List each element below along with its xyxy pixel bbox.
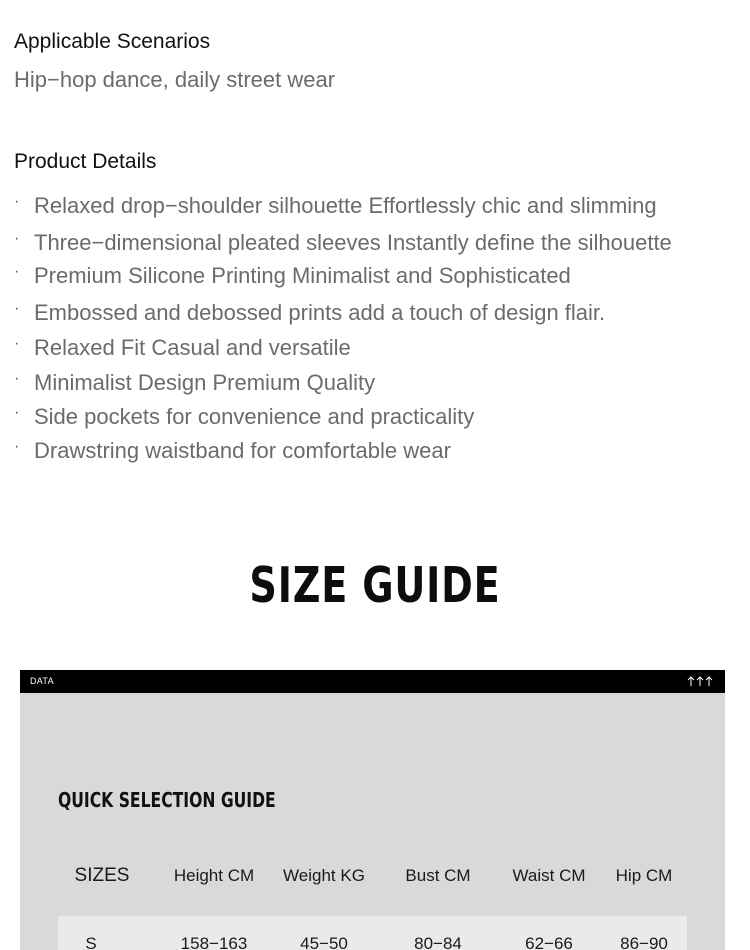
column-header-sizes: SIZES: [74, 865, 130, 886]
data-header-bar: [20, 670, 725, 693]
details-heading: Product Details: [14, 150, 157, 173]
arrow-up-icon: [705, 674, 713, 688]
bullet-icon: ·: [14, 335, 20, 352]
cell-waist: 62−66: [525, 934, 573, 950]
detail-text: Side pockets for convenience and practicality: [34, 404, 475, 429]
table-row: [58, 916, 687, 950]
detail-text: Three−dimensional pleated sleeves Instantly define the silhouette: [34, 230, 672, 255]
detail-text: Embossed and debossed prints add a touch of design flair.: [34, 300, 606, 325]
arrow-up-icon: [687, 674, 695, 688]
column-header-bust: Bust CM: [405, 866, 471, 885]
bullet-icon: ·: [14, 404, 20, 421]
column-header-hip: Hip CM: [615, 866, 673, 885]
cell-weight: 45−50: [300, 934, 348, 950]
arrow-up-icon: [696, 674, 704, 688]
bullet-icon: ·: [14, 193, 20, 210]
bullet-icon: ·: [14, 300, 20, 317]
column-header-height: Height CM: [173, 866, 255, 885]
bullet-icon: ·: [14, 230, 20, 247]
bullet-icon: ·: [14, 370, 20, 387]
data-label: DATA: [30, 676, 54, 686]
detail-text: Drawstring waistband for comfortable wear: [34, 438, 451, 463]
cell-size: S: [85, 934, 97, 950]
scenarios-heading: Applicable Scenarios: [14, 30, 211, 53]
cell-height: 158−163: [180, 934, 248, 950]
size-data-panel: [20, 670, 725, 950]
arrow-icons: [687, 674, 713, 690]
detail-text: Minimalist Design Premium Quality: [34, 370, 376, 395]
cell-bust: 80−84: [414, 934, 462, 950]
scenarios-text: Hip−hop dance, daily street wear: [14, 67, 336, 92]
column-header-waist: Waist CM: [512, 866, 586, 885]
cell-hip: 86−90: [620, 934, 668, 950]
quick-selection-title: QUICK SELECTION GUIDE: [58, 788, 276, 812]
column-header-weight: Weight KG: [283, 866, 365, 885]
detail-text: Relaxed drop−shoulder silhouette Effortlessly chic and slimming: [34, 193, 657, 218]
detail-text: Relaxed Fit Casual and versatile: [34, 335, 351, 360]
bullet-icon: ·: [14, 438, 20, 455]
bullet-icon: ·: [14, 263, 20, 280]
detail-text: Premium Silicone Printing Minimalist and Sophisticated: [34, 263, 571, 288]
size-guide-title: SIZE GUIDE: [249, 557, 501, 614]
